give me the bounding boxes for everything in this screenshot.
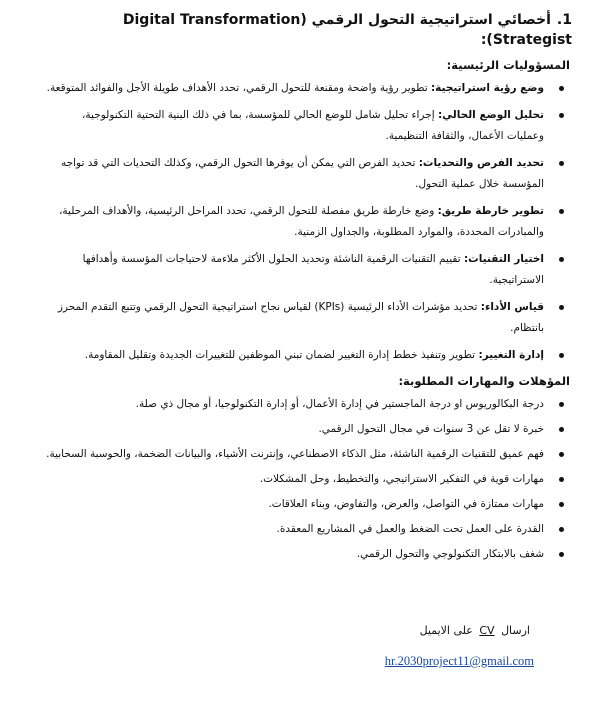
item-text: تطوير وتنفيذ خطط إدارة التغيير لضمان تبني الموظفين للتغييرات الجديدة وتقليل المقاومة. bbox=[84, 349, 476, 361]
responsibilities-heading: المسؤوليات الرئيسية: bbox=[446, 58, 570, 72]
bullet-icon bbox=[559, 527, 564, 532]
item-text: تحديد الفرص التي يمكن أن يوفرها التحول الرقمي، وكذلك التحديات التي قد تواجه المؤسسة خلال عملية التحول. bbox=[61, 157, 544, 190]
responsibilities-list bbox=[44, 78, 576, 366]
item-text: درجة البكالوريوس او درجة الماجستير في إدارة الأعمال، أو إدارة التكنولوجيا، أو مجال ذي صلة. bbox=[135, 398, 544, 410]
contact-suffix: على الايميل bbox=[419, 624, 473, 637]
bullet-icon bbox=[559, 402, 564, 407]
item-text: خبرة لا تقل عن 3 سنوات في مجال التحول الرقمي. bbox=[318, 423, 544, 435]
bullet-icon bbox=[559, 477, 564, 482]
bullet-icon bbox=[559, 427, 564, 432]
list-item bbox=[44, 469, 576, 490]
item-text: شغف بالابتكار التكنولوجي والتحول الرقمي. bbox=[356, 548, 544, 560]
contact-instruction bbox=[0, 622, 606, 640]
bullet-icon bbox=[559, 161, 564, 166]
item-label: تحديد الفرص والتحديات: bbox=[418, 157, 544, 169]
item-text: تحديد مؤشرات الأداء الرئيسية (KPIs) لقياس نجاح استراتيجية التحول الرقمي وتتبع التقدم المحرز بانتظام. bbox=[57, 301, 544, 334]
item-label: تحليل الوضع الحالي: bbox=[437, 109, 544, 121]
item-text: مهارات قوية في التفكير الاستراتيجي، والتخطيط، وحل المشكلات. bbox=[259, 473, 544, 485]
bullet-icon bbox=[559, 452, 564, 457]
item-text: القدرة على العمل تحت الضغط والعمل في المشاريع المعقدة. bbox=[276, 523, 544, 535]
bullet-icon bbox=[559, 209, 564, 214]
list-item bbox=[44, 78, 576, 99]
list-item bbox=[44, 201, 576, 243]
list-item bbox=[44, 494, 576, 515]
bullet-icon bbox=[559, 86, 564, 91]
item-text: تقييم التقنيات الرقمية الناشئة وتحديد الحلول الأكثر ملاءمة لاحتياجات المؤسسة وأهدافها الاستراتيجية. bbox=[82, 253, 544, 286]
list-item bbox=[44, 544, 576, 565]
qualifications-heading: المؤهلات والمهارات المطلوبة: bbox=[398, 374, 570, 388]
list-item bbox=[44, 419, 576, 440]
item-text: فهم عميق للتقنيات الرقمية الناشئة، مثل الذكاء الاصطناعي، وإنترنت الأشياء، والبيانات الضخمة، والحوسبة السحابية. bbox=[46, 448, 544, 460]
item-text: إجراء تحليل شامل للوضع الحالي للمؤسسة، بما في ذلك البنية التحتية التكنولوجية، وعمليات الأعمال، والثقافة التنظيمية. bbox=[82, 109, 544, 142]
item-label: اختيار التقنيات: bbox=[463, 253, 544, 265]
item-label: قياس الأداء: bbox=[480, 301, 544, 313]
bullet-icon bbox=[559, 552, 564, 557]
list-item bbox=[44, 249, 576, 291]
bullet-icon bbox=[559, 502, 564, 507]
list-item bbox=[44, 345, 576, 366]
item-text: تطوير رؤية واضحة ومقنعة للتحول الرقمي، تحدد الأهداف طويلة الأجل والفوائد المتوقعة. bbox=[46, 82, 428, 94]
bullet-icon bbox=[559, 305, 564, 310]
list-item bbox=[44, 105, 576, 147]
item-label: وضع رؤية استراتيجية: bbox=[430, 82, 544, 94]
list-item bbox=[44, 519, 576, 540]
item-text: مهارات ممتازة في التواصل، والعرض، والتفاوض، وبناء العلاقات. bbox=[268, 498, 544, 510]
item-label: تطوير خارطة طريق: bbox=[437, 205, 544, 217]
list-item bbox=[44, 153, 576, 195]
contact-prefix: ارسال bbox=[501, 624, 530, 637]
job-title bbox=[44, 10, 576, 50]
email-link[interactable]: hr.2030project11@gmail.com bbox=[384, 654, 534, 668]
bullet-icon bbox=[559, 353, 564, 358]
list-item bbox=[44, 444, 576, 465]
bullet-icon bbox=[559, 113, 564, 118]
cv-label: CV bbox=[479, 624, 495, 637]
job-number: 1. bbox=[556, 12, 572, 28]
job-title-text: أخصائي استراتيجية التحول الرقمي (Digital Transformation Strategist): bbox=[122, 12, 572, 48]
item-label: إدارة التغيير: bbox=[478, 349, 544, 361]
list-item bbox=[44, 297, 576, 339]
item-text: وضع خارطة طريق مفصلة للتحول الرقمي، تحدد المراحل الرئيسية، والأهداف المرحلية، والمبادرات المحددة، والموارد المطلوبة، والجداول الزمنية. bbox=[59, 205, 544, 238]
contact-section bbox=[0, 622, 606, 670]
bullet-icon bbox=[559, 257, 564, 262]
qualifications-list bbox=[44, 394, 576, 565]
list-item bbox=[44, 394, 576, 415]
